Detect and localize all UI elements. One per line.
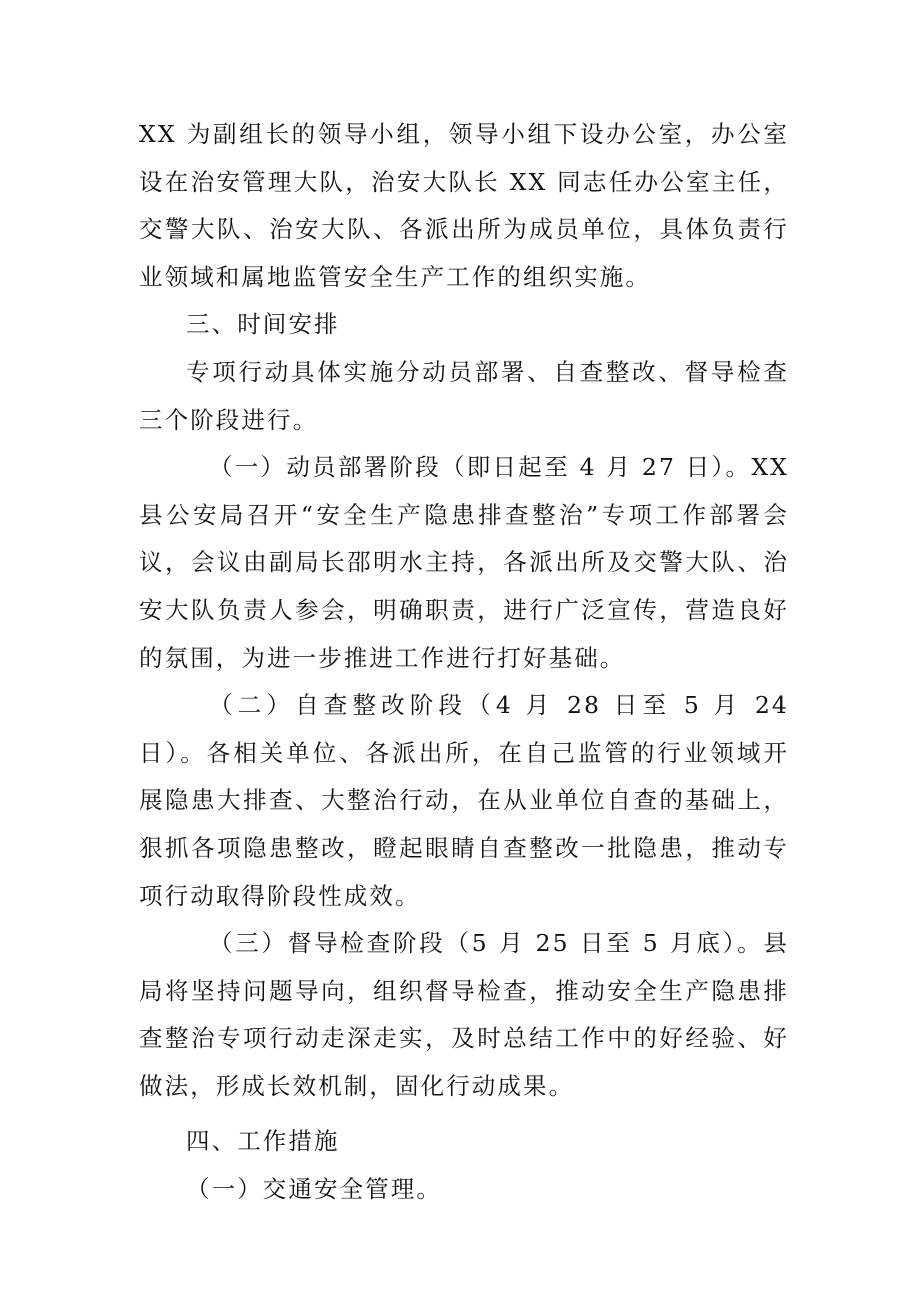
subheading-traffic-safety: （一）交通安全管理。 (186, 1175, 442, 1204)
section-heading-work-measures: 四、工作措施 (186, 1127, 340, 1156)
paragraph-stages-overview: 专项行动具体实施分动员部署、自查整改、督导检查三个阶段进行。 (139, 357, 789, 434)
paragraph-self-check-stage: （二）自查整改阶段（4 月 28 日至 5 月 24 日）。各相关单位、各派出所，在自己监管的行业领域开展隐患大排查、大整治行动，在从业单位自查的基础上，狠抓各项隐患整改，瞪起眼睛自查整改一批隐患，推动专项行动取得阶段性成效。 (139, 691, 789, 910)
paragraph-supervision-stage: （三）督导检查阶段（5 月 25 日至 5 月底）。县局将坚持问题导向，组织督导检查，推动安全生产隐患排查整治专项行动走深走实，及时总结工作中的好经验、好做法，形成长效机制，固化行动成果。 (139, 929, 789, 1100)
document-body (139, 111, 789, 1214)
paragraph-mobilization-stage: （一）动员部署阶段（即日起至 4 月 27 日）。XX 县公安局召开“安全生产隐患排查整治”专项工作部署会议，会议由副局长邵明水主持，各派出所及交警大队、治安大队负责人参会，明确职责，进行广泛宣传，营造良好的氛围，为进一步推进工作进行打好基础。 (139, 453, 789, 672)
section-heading-time-arrangement: 三、时间安排 (186, 310, 340, 339)
paragraph-leadership-group: XX 为副组长的领导小组，领导小组下设办公室，办公室设在治安管理大队，治安大队长 XX 同志任办公室主任，交警大队、治安大队、各派出所为成员单位，具体负责行业领域和属地监管安全生产工作的组织实施。 (139, 120, 789, 291)
